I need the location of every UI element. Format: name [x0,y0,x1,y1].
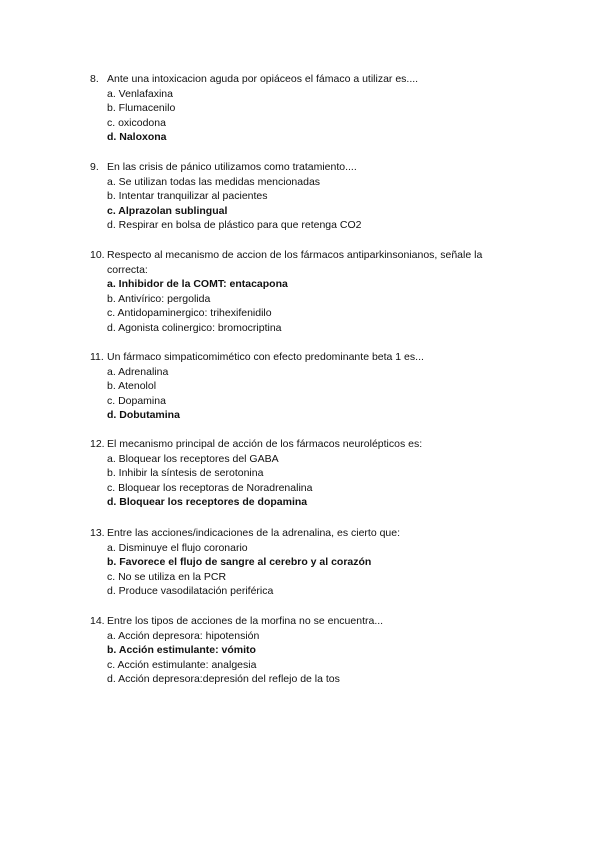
question-13 [90,526,520,599]
question-text: El mecanismo principal de acción de los fármacos neurolépticos es: [107,438,423,450]
question-text: En las crisis de pánico utilizamos como tratamiento.... [107,161,357,173]
question-text: Respecto al mecanismo de accion de los fármacos antiparkinsonianos, señale la [107,249,483,261]
answer-option-correct: d. Bloquear los receptores de dopamina [107,496,308,509]
answer-option-correct: d. Dobutamina [107,409,180,422]
question-number: 14. [90,615,105,627]
answer-option: c. Dopamina [107,394,166,407]
answer-option: a. Venlafaxina [107,87,173,100]
answer-option: b. Atenolol [107,380,157,393]
answer-option: c. Bloquear los receptoras de Noradrenalina [107,481,313,494]
question-stem [90,350,520,365]
answer-options [90,629,520,687]
question-stem [90,160,520,175]
question-number: 11. [90,351,104,363]
answer-option: d. Respirar en bolsa de plástico para que retenga CO2 [107,219,362,232]
answer-option-correct: b. Favorece el flujo de sangre al cerebro y al corazón [107,556,372,569]
question-text: Un fármaco simpaticomimético con efecto predominante beta 1 es... [107,351,424,363]
answer-options [90,175,520,233]
answer-option: a. Disminuye el flujo coronario [107,541,248,554]
answer-options [90,452,520,510]
question-text: Entre las acciones/indicaciones de la adrenalina, es cierto que: [107,527,401,539]
answer-option: a. Se utilizan todas las medidas mencionadas [107,175,321,188]
question-10 [90,248,520,336]
question-number: 12. [90,438,105,450]
question-12 [90,437,520,510]
answer-options [90,87,520,145]
question-number: 13. [90,527,105,539]
question-stem [90,248,520,263]
answer-option: a. Acción depresora: hipotensión [107,629,260,642]
answer-options [90,277,520,335]
answer-option: d. Agonista colinergico: bromocriptina [107,321,282,334]
answer-option-correct: b. Acción estimulante: vómito [107,644,256,657]
answer-option: b. Intentar tranquilizar al pacientes [107,190,268,203]
answer-option-correct: c. Alprazolan sublingual [107,204,228,217]
question-stem [90,614,520,629]
question-stem [90,72,520,87]
question-stem [90,437,520,452]
answer-option: d. Acción depresora:depresión del reflejo de la tos [107,673,340,686]
question-9 [90,160,520,233]
answer-option: c. No se utiliza en la PCR [107,570,227,583]
answer-options [90,365,520,423]
answer-option: a. Bloquear los receptores del GABA [107,452,279,465]
answer-options [90,541,520,599]
question-number: 10. [90,249,105,261]
question-number: 9. [90,161,99,173]
question-8 [90,72,520,145]
question-number: 8. [90,73,99,85]
answer-option: c. oxicodona [107,116,166,129]
question-text: Entre los tipos de acciones de la morfina no se encuentra... [107,615,384,627]
question-14 [90,614,520,687]
answer-option-correct: a. Inhibidor de la COMT: entacapona [107,278,288,291]
answer-option: d. Produce vasodilatación periférica [107,585,274,598]
answer-option: c. Acción estimulante: analgesia [107,658,257,671]
question-11 [90,350,520,423]
answer-option: a. Adrenalina [107,365,169,378]
answer-option: b. Inhibir la síntesis de serotonina [107,467,264,480]
question-text-continuation: correcta: [107,263,148,276]
answer-option-correct: d. Naloxona [107,131,167,144]
question-stem [90,526,520,541]
answer-option: b. Flumacenilo [107,102,176,115]
answer-option: b. Antivírico: pergolida [107,292,211,305]
question-text: Ante una intoxicacion aguda por opiáceos el fámaco a utilizar es.... [107,73,419,85]
answer-option: c. Antidopaminergico: trihexifenidilo [107,307,272,320]
